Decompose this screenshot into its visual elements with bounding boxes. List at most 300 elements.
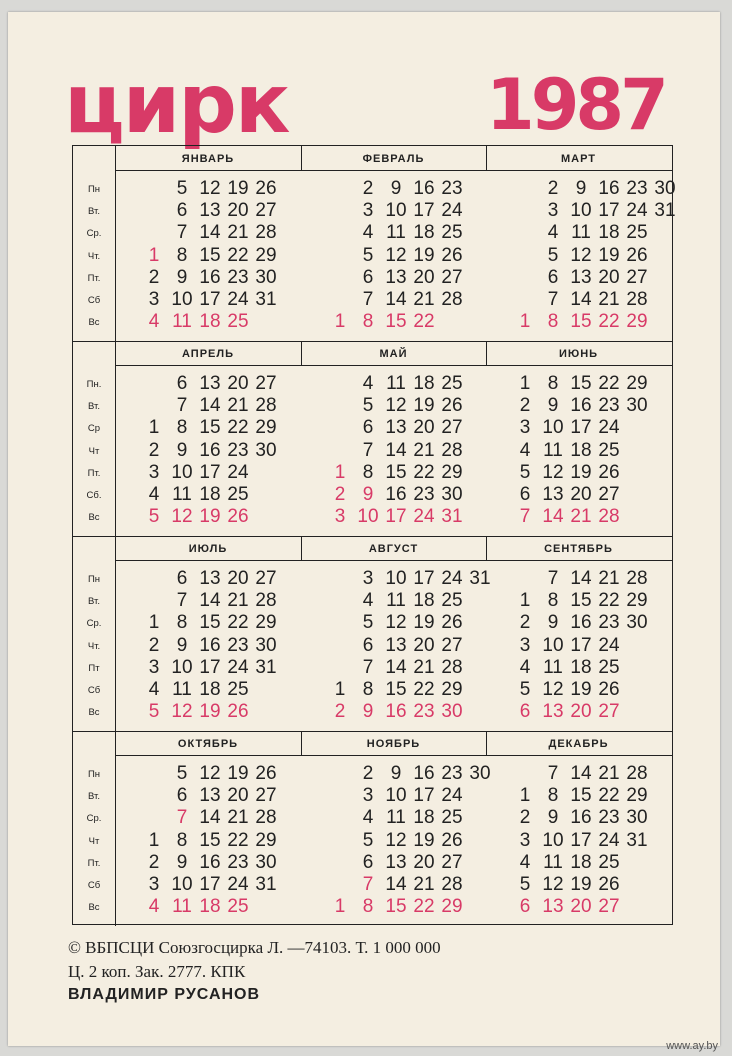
column-divider <box>115 536 116 731</box>
week-row <box>139 222 299 244</box>
week-row <box>325 679 484 701</box>
day-number: 19 <box>413 244 435 266</box>
day-number: 21 <box>598 289 620 310</box>
day-number: 28 <box>255 807 277 829</box>
day-number: 21 <box>227 590 249 612</box>
week-row <box>325 373 484 395</box>
day-number: 20 <box>413 851 435 873</box>
day-number: 21 <box>598 763 620 784</box>
day-number: 28 <box>255 395 277 417</box>
footer-imprint-line-2: Ц. 2 коп. Зак. 2777. КПК <box>68 962 246 981</box>
day-number: 27 <box>441 634 463 656</box>
day-number: 26 <box>255 178 277 199</box>
day-number: 5 <box>148 701 160 723</box>
day-number: 10 <box>171 656 193 678</box>
day-number: 7 <box>176 222 188 244</box>
week-row <box>510 852 669 874</box>
week-row <box>325 462 484 484</box>
week-row <box>139 484 299 506</box>
day-number: 24 <box>227 874 249 895</box>
day-number: 5 <box>176 763 188 784</box>
day-number: 19 <box>199 701 221 723</box>
weekday-label: Вт. <box>88 791 100 803</box>
day-number: 31 <box>626 829 648 851</box>
month-name: ОКТЯБРЬ <box>177 738 239 750</box>
day-number: 22 <box>413 896 435 918</box>
weekday-label: Пт. <box>87 272 101 284</box>
day-number: 11 <box>571 222 591 244</box>
day-number: 31 <box>255 289 277 310</box>
day-number: 9 <box>362 484 374 505</box>
day-number: 20 <box>413 266 435 288</box>
day-number: 16 <box>199 634 221 656</box>
day-number: 5 <box>362 612 374 634</box>
day-number: 9 <box>176 634 188 656</box>
day-number: 31 <box>441 506 463 528</box>
week-row <box>139 679 299 701</box>
day-number: 15 <box>385 311 407 333</box>
day-number: 27 <box>255 568 277 589</box>
day-number: 8 <box>176 244 188 266</box>
week-row <box>510 896 669 918</box>
weekday-label: Сб <box>87 685 101 696</box>
week-row <box>139 590 299 612</box>
weekday-label: Ср <box>87 423 101 435</box>
day-number: 21 <box>570 506 592 528</box>
day-number: 19 <box>570 461 592 483</box>
day-number: 23 <box>598 395 620 417</box>
day-number: 10 <box>570 200 592 222</box>
day-number: 29 <box>626 785 648 807</box>
day-number: 1 <box>519 311 531 333</box>
day-number: 21 <box>413 439 435 461</box>
week-row <box>510 311 669 333</box>
day-number: 30 <box>626 807 648 829</box>
week-row <box>325 657 484 679</box>
day-number: 8 <box>176 417 188 439</box>
weekday-label: Чт. <box>87 640 101 652</box>
week-row <box>139 506 299 528</box>
day-number: 13 <box>199 373 221 394</box>
day-number: 11 <box>386 807 406 829</box>
day-number: 20 <box>598 266 620 288</box>
week-row <box>510 874 669 896</box>
day-number: 16 <box>199 266 221 288</box>
day-number: 13 <box>199 568 221 589</box>
day-number: 4 <box>148 484 160 505</box>
day-number: 21 <box>413 656 435 678</box>
day-number: 23 <box>413 701 435 723</box>
day-number: 29 <box>255 612 277 634</box>
day-number: 6 <box>362 417 374 439</box>
day-number: 20 <box>227 373 249 394</box>
week-row <box>139 245 299 267</box>
day-number: 18 <box>598 222 620 244</box>
week-row <box>325 874 484 896</box>
week-row <box>139 395 299 417</box>
day-number: 1 <box>519 590 531 612</box>
day-number: 20 <box>227 568 249 589</box>
day-number: 12 <box>199 763 221 784</box>
month-header-divider <box>115 560 672 561</box>
weekday-label: Пт. <box>87 857 101 869</box>
day-number: 19 <box>199 506 221 528</box>
week-row <box>139 311 299 333</box>
weekday-label: Пт. <box>87 467 101 479</box>
weekday-label: Пн <box>87 769 101 780</box>
day-number: 20 <box>227 200 249 222</box>
day-number: 31 <box>654 200 676 222</box>
week-row <box>510 830 669 852</box>
month-header-divider <box>115 365 672 366</box>
day-number: 19 <box>413 395 435 417</box>
week-row <box>139 462 299 484</box>
day-number: 29 <box>626 590 648 612</box>
day-number: 2 <box>519 612 531 634</box>
day-number: 16 <box>385 701 407 723</box>
week-row <box>510 440 669 462</box>
weekday-label: Ср. <box>86 228 102 240</box>
day-number: 15 <box>199 417 221 439</box>
week-row <box>325 701 484 723</box>
day-number: 28 <box>255 222 277 244</box>
day-number: 14 <box>385 289 407 310</box>
day-number: 1 <box>148 417 160 439</box>
week-row <box>325 178 484 200</box>
day-number: 17 <box>199 874 221 895</box>
day-number: 31 <box>255 874 277 895</box>
day-number: 6 <box>519 701 531 723</box>
day-number: 5 <box>547 244 559 266</box>
day-number: 4 <box>148 679 160 700</box>
weekday-label: Ср. <box>86 618 102 630</box>
day-number: 10 <box>385 200 407 222</box>
week-row <box>510 785 669 807</box>
day-number: 26 <box>441 244 463 266</box>
day-number: 11 <box>543 439 563 461</box>
day-number: 28 <box>441 439 463 461</box>
day-number: 2 <box>362 763 374 784</box>
week-row <box>325 200 484 222</box>
week-row <box>510 807 669 829</box>
day-number: 24 <box>598 829 620 851</box>
day-number: 9 <box>176 851 188 873</box>
day-number: 1 <box>148 612 160 634</box>
day-number: 18 <box>413 222 435 244</box>
week-row <box>510 289 669 311</box>
day-number: 5 <box>362 244 374 266</box>
weekday-label: Вс <box>88 317 100 329</box>
day-number: 14 <box>570 763 592 784</box>
day-number: 7 <box>176 807 188 829</box>
weekday-label: Пн <box>87 574 101 585</box>
week-row <box>139 807 299 829</box>
week-row <box>139 289 299 311</box>
day-number: 26 <box>227 701 249 723</box>
day-number: 1 <box>334 896 346 918</box>
day-number: 20 <box>570 701 592 723</box>
week-row <box>510 657 669 679</box>
day-number: 28 <box>441 656 463 678</box>
day-number: 14 <box>385 656 407 678</box>
week-row <box>325 612 484 634</box>
day-number: 27 <box>255 373 277 394</box>
day-number: 6 <box>362 634 374 656</box>
day-number: 5 <box>362 829 374 851</box>
day-number: 13 <box>385 266 407 288</box>
day-number: 6 <box>547 266 559 288</box>
day-number: 7 <box>547 568 559 589</box>
day-number: 7 <box>547 763 559 784</box>
day-number: 14 <box>570 289 592 310</box>
day-number: 22 <box>598 373 620 394</box>
day-number: 24 <box>413 506 435 528</box>
day-number: 12 <box>199 178 221 199</box>
day-number: 10 <box>542 634 564 656</box>
day-number: 30 <box>626 612 648 634</box>
day-number: 13 <box>542 896 564 918</box>
day-number: 1 <box>519 785 531 807</box>
day-number: 15 <box>570 373 592 394</box>
week-row <box>510 222 669 244</box>
weekday-label: Чт <box>88 835 100 847</box>
week-row <box>139 896 299 918</box>
day-number: 14 <box>199 395 221 417</box>
day-number: 13 <box>570 266 592 288</box>
week-row <box>325 222 484 244</box>
day-number: 6 <box>519 896 531 918</box>
day-number: 3 <box>547 200 559 222</box>
day-number: 8 <box>362 311 374 333</box>
day-number: 19 <box>227 763 249 784</box>
day-number: 10 <box>542 829 564 851</box>
day-number: 22 <box>598 590 620 612</box>
day-number: 23 <box>227 851 249 873</box>
day-number: 6 <box>176 200 188 222</box>
day-number: 7 <box>176 395 188 417</box>
week-row <box>510 701 669 723</box>
day-number: 1 <box>334 311 346 333</box>
day-number: 3 <box>334 506 346 528</box>
day-number: 12 <box>171 506 193 528</box>
week-row <box>325 311 484 333</box>
day-number: 5 <box>519 679 531 700</box>
day-number: 30 <box>255 634 277 656</box>
week-row <box>139 635 299 657</box>
day-number: 31 <box>469 568 491 589</box>
day-number: 19 <box>598 244 620 266</box>
day-number: 10 <box>171 461 193 483</box>
day-number: 24 <box>227 461 249 483</box>
day-number: 1 <box>148 244 160 266</box>
day-number: 20 <box>570 484 592 505</box>
day-number: 27 <box>626 266 648 288</box>
week-row <box>139 200 299 222</box>
day-number: 13 <box>385 851 407 873</box>
day-number: 16 <box>385 484 407 505</box>
day-number: 3 <box>362 568 374 589</box>
day-number: 2 <box>519 395 531 417</box>
day-number: 16 <box>570 612 592 634</box>
day-number: 9 <box>176 439 188 461</box>
calendar-year: 1987 <box>486 64 665 146</box>
day-number: 9 <box>390 178 402 199</box>
day-number: 25 <box>441 222 463 244</box>
day-number: 4 <box>362 807 374 829</box>
week-row <box>139 785 299 807</box>
day-number: 20 <box>413 417 435 439</box>
week-row <box>510 178 676 200</box>
day-number: 14 <box>385 439 407 461</box>
week-row <box>325 785 484 807</box>
day-number: 29 <box>255 829 277 851</box>
day-number: 21 <box>227 807 249 829</box>
day-number: 12 <box>385 395 407 417</box>
day-number: 26 <box>227 506 249 528</box>
day-number: 26 <box>598 461 620 483</box>
day-number: 26 <box>626 244 648 266</box>
day-number: 29 <box>255 417 277 439</box>
day-number: 25 <box>626 222 648 244</box>
day-number: 28 <box>441 289 463 310</box>
day-number: 27 <box>255 785 277 807</box>
week-row <box>325 267 484 289</box>
week-row <box>325 417 484 439</box>
day-number: 3 <box>148 874 160 895</box>
day-number: 22 <box>227 612 249 634</box>
month-name: МАЙ <box>379 348 408 360</box>
day-number: 10 <box>385 568 407 589</box>
day-number: 3 <box>362 200 374 222</box>
column-divider <box>115 731 116 926</box>
day-number: 6 <box>362 266 374 288</box>
week-row <box>510 417 669 439</box>
day-number: 9 <box>547 612 559 634</box>
day-number: 9 <box>547 395 559 417</box>
day-number: 15 <box>570 311 592 333</box>
day-number: 30 <box>654 178 676 199</box>
day-number: 27 <box>598 484 620 505</box>
day-number: 12 <box>542 679 564 700</box>
day-number: 7 <box>519 506 531 528</box>
day-number: 26 <box>598 679 620 700</box>
day-number: 30 <box>255 439 277 461</box>
quarter-1 <box>73 146 676 341</box>
day-number: 4 <box>519 851 531 873</box>
day-number: 25 <box>227 484 249 505</box>
weekday-label: Вс <box>88 707 100 719</box>
calendar-title: цирк <box>64 57 289 152</box>
day-number: 8 <box>547 785 559 807</box>
day-number: 14 <box>199 590 221 612</box>
week-row <box>325 395 484 417</box>
quarter-divider <box>73 536 672 537</box>
day-number: 22 <box>598 785 620 807</box>
month-name: НОЯБРЬ <box>366 738 421 750</box>
day-number: 20 <box>413 634 435 656</box>
day-number: 11 <box>543 851 563 873</box>
week-row <box>325 506 484 528</box>
day-number: 24 <box>598 417 620 439</box>
week-row <box>510 568 669 590</box>
day-number: 27 <box>598 896 620 918</box>
day-number: 19 <box>413 612 435 634</box>
month-name: ФЕВРАЛЬ <box>362 153 425 165</box>
calendar-grid <box>72 145 676 925</box>
week-row <box>325 896 484 918</box>
day-number: 16 <box>413 763 435 784</box>
day-number: 25 <box>598 439 620 461</box>
day-number: 26 <box>441 612 463 634</box>
day-number: 21 <box>413 874 435 895</box>
day-number: 6 <box>519 484 531 505</box>
week-row <box>325 635 484 657</box>
day-number: 24 <box>441 568 463 589</box>
day-number: 31 <box>255 656 277 678</box>
day-number: 13 <box>199 200 221 222</box>
week-row <box>139 373 299 395</box>
day-number: 26 <box>255 763 277 784</box>
month-name: АВГУСТ <box>368 543 419 555</box>
day-number: 19 <box>570 874 592 895</box>
week-row <box>139 267 299 289</box>
week-row <box>325 289 484 311</box>
day-number: 23 <box>227 439 249 461</box>
month-header-divider <box>115 755 672 756</box>
week-row <box>510 506 669 528</box>
week-row <box>325 245 484 267</box>
day-number: 27 <box>441 851 463 873</box>
month-name: МАРТ <box>560 153 597 165</box>
day-number: 16 <box>570 395 592 417</box>
week-row <box>510 395 669 417</box>
day-number: 28 <box>626 763 648 784</box>
day-number: 2 <box>148 439 160 461</box>
day-number: 8 <box>547 373 559 394</box>
day-number: 13 <box>385 634 407 656</box>
week-row <box>139 701 299 723</box>
weekday-label: Сб <box>87 295 101 306</box>
day-number: 14 <box>385 874 407 895</box>
weekday-label: Пн. <box>86 379 102 390</box>
day-number: 17 <box>598 200 620 222</box>
day-number: 9 <box>390 763 402 784</box>
day-number: 6 <box>176 785 188 807</box>
day-number: 17 <box>570 417 592 439</box>
month-name: СЕНТЯБРЬ <box>544 543 613 555</box>
day-number: 9 <box>176 266 188 288</box>
day-number: 3 <box>519 829 531 851</box>
week-row <box>325 763 491 785</box>
day-number: 11 <box>172 896 192 918</box>
watermark: www.ay.by <box>666 1040 718 1052</box>
month-name: АПРЕЛЬ <box>181 348 234 360</box>
day-number: 24 <box>441 785 463 807</box>
day-number: 4 <box>362 590 374 612</box>
day-number: 19 <box>570 679 592 700</box>
day-number: 3 <box>519 417 531 439</box>
day-number: 23 <box>413 484 435 505</box>
day-number: 20 <box>227 785 249 807</box>
day-number: 2 <box>148 266 160 288</box>
week-row <box>139 830 299 852</box>
day-number: 16 <box>570 807 592 829</box>
week-row <box>325 852 484 874</box>
day-number: 23 <box>227 634 249 656</box>
day-number: 21 <box>413 289 435 310</box>
day-number: 28 <box>598 506 620 528</box>
day-number: 25 <box>598 851 620 873</box>
